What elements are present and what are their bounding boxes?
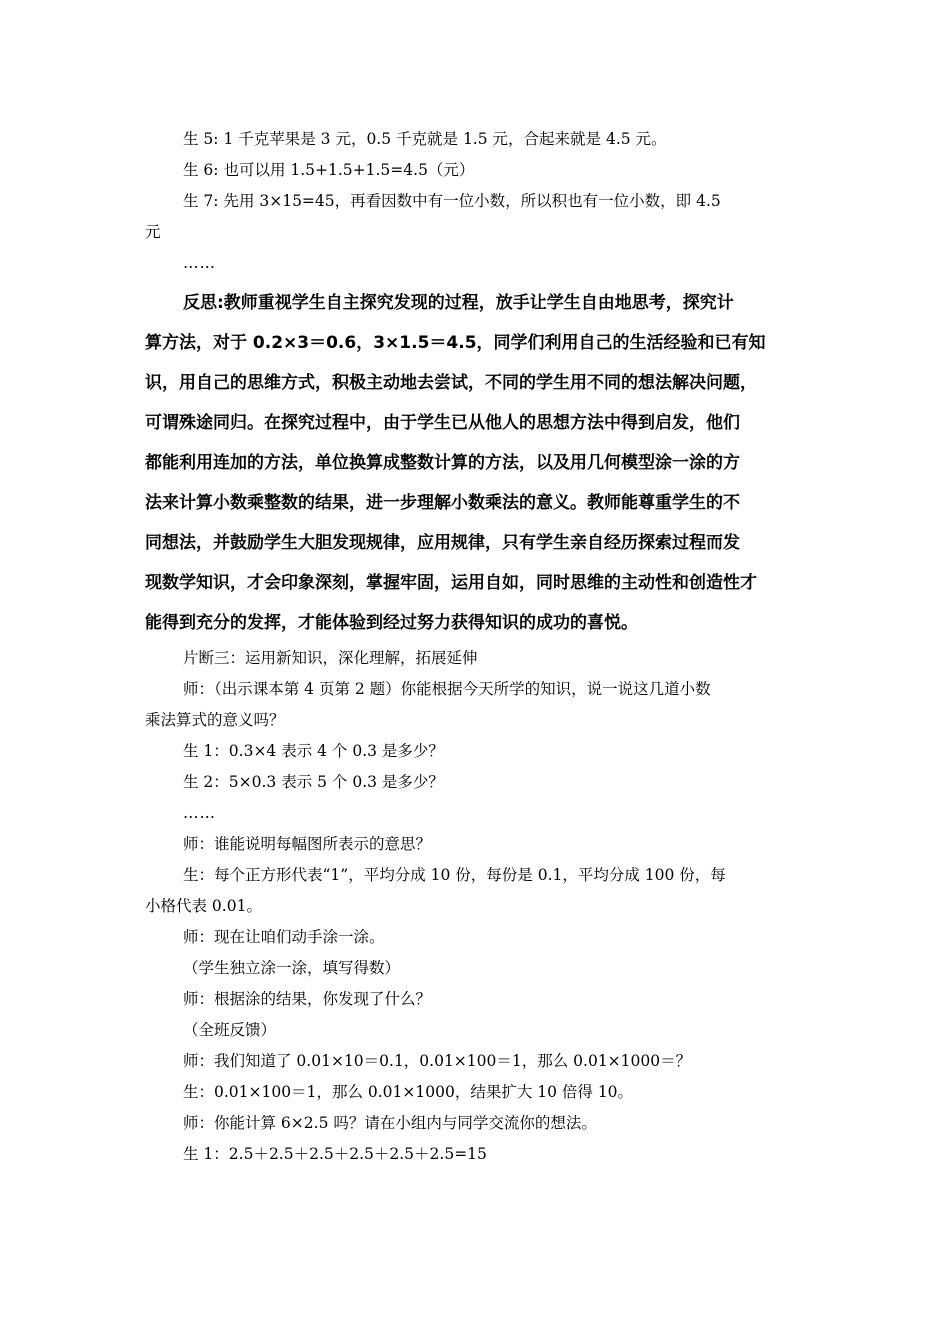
reflection-line: 现数学知识，才会印象深刻，掌握牢固，运用自如，同时思维的主动性和创造性才 bbox=[145, 573, 757, 593]
reflection-line: 法来计算小数乘整数的结果，进一步理解小数乘法的意义。教师能尊重学生的不 bbox=[145, 493, 740, 513]
student-answer: 生：0.01×100＝1，那么 0.01×1000，结果扩大 10 倍得 10。 bbox=[183, 1083, 634, 1101]
stage-note: （全班反馈） bbox=[183, 1021, 277, 1039]
student-answer-continued: 小格代表 0.01。 bbox=[145, 897, 262, 915]
teacher-question: 师：谁能说明每幅图所表示的意思？ bbox=[183, 835, 432, 853]
student-1-answer: 生 1：2.5＋2.5＋2.5＋2.5＋2.5＋2.5=15 bbox=[183, 1145, 487, 1163]
reflection-line: 能得到充分的发挥，才能体验到经过努力获得知识的成功的喜悦。 bbox=[145, 613, 638, 633]
reflection-paragraph bbox=[145, 283, 809, 643]
teacher-question: 师：根据涂的结果，你发现了什么？ bbox=[183, 990, 432, 1008]
reflection-line: 算方法，对于 0.2×3＝0.6，3×1.5＝4.5，同学们利用自己的生活经验和已有知 bbox=[145, 333, 766, 353]
student-6-answer: 生 6: 也可以用 1.5+1.5+1.5=4.5（元） bbox=[183, 161, 475, 179]
student-2-answer: 生 2：5×0.3 表示 5 个 0.3 是多少？ bbox=[183, 773, 444, 791]
teacher-question-continued: 乘法算式的意义吗？ bbox=[145, 711, 285, 729]
student-7-answer-continued: 元 bbox=[145, 223, 161, 241]
teacher-question: 师：（出示课本第 4 页第 2 题）你能根据今天所学的知识，说一说这几道小数 bbox=[183, 680, 711, 698]
stage-note: （学生独立涂一涂，填写得数） bbox=[183, 959, 401, 977]
student-answer: 生：每个正方形代表“1”，平均分成 10 份，每份是 0.1，平均分成 100 份，每 bbox=[183, 866, 726, 884]
teacher-question: 师：你能计算 6×2.5 吗？请在小组内与同学交流你的想法。 bbox=[183, 1114, 597, 1132]
reflection-line: 识，用自己的思维方式，积极主动地去尝试，不同的学生用不同的想法解决问题， bbox=[145, 373, 757, 393]
ellipsis: …… bbox=[183, 254, 216, 272]
student-1-answer: 生 1：0.3×4 表示 4 个 0.3 是多少？ bbox=[183, 742, 444, 760]
section-heading: 片断三：运用新知识，深化理解，拓展延伸 bbox=[183, 649, 478, 667]
student-7-answer: 生 7: 先用 3×15=45，再看因数中有一位小数，所以积也有一位小数，即 4.5 bbox=[183, 192, 721, 210]
reflection-line: 都能利用连加的方法，单位换算成整数计算的方法，以及用几何模型涂一涂的方 bbox=[145, 453, 740, 473]
document-body bbox=[145, 124, 809, 1170]
teacher-question: 师：我们知道了 0.01×10＝0.1，0.01×100＝1，那么 0.01×1000＝？ bbox=[183, 1052, 692, 1070]
ellipsis: …… bbox=[183, 804, 216, 822]
reflection-line: 同想法，并鼓励学生大胆发现规律，应用规律，只有学生亲自经历探索过程而发 bbox=[145, 533, 740, 553]
reflection-line: 可谓殊途同归。在探究过程中，由于学生已从他人的思想方法中得到启发，他们 bbox=[145, 413, 740, 433]
teacher-instruction: 师：现在让咱们动手涂一涂。 bbox=[183, 928, 385, 946]
student-5-answer: 生 5: 1 千克苹果是 3 元，0.5 千克就是 1.5 元，合起来就是 4.5 元。 bbox=[183, 130, 667, 148]
reflection-line: 反思:教师重视学生自主探究发现的过程，放手让学生自由地思考，探究计 bbox=[183, 293, 734, 313]
